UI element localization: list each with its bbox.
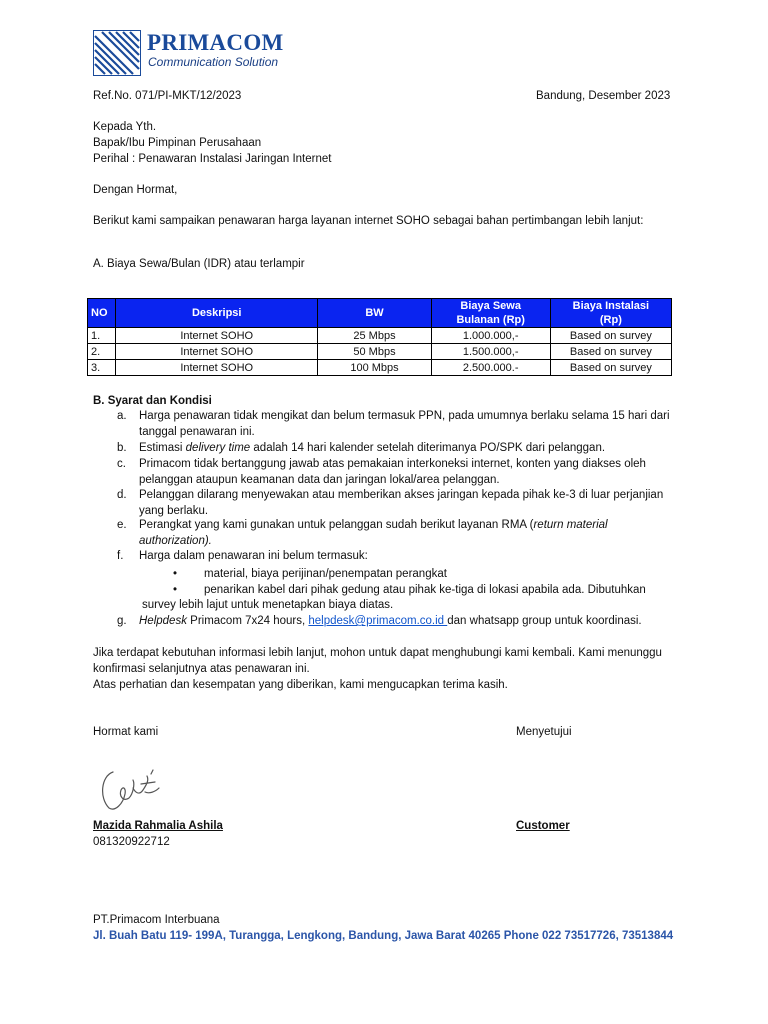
term-g-text [139,613,642,629]
intro-paragraph: Berikut kami sampaikan penawaran harga layanan internet SOHO sebagai bahan pertimbangan lebih lanjut: [93,215,644,227]
cell-monthly: 2.500.000.- [431,360,550,376]
term-g-em: Helpdesk [139,615,187,627]
term-c-label: c. [117,458,126,470]
footer-company: PT.Primacom Interbuana [93,914,220,926]
signature-left-label: Hormat kami [93,726,159,738]
term-f-bullet1: material, biaya perijinan/penempatan perangkat [204,568,447,580]
greeting: Dengan Hormat, [93,184,178,196]
cell-install: Based on survey [550,344,671,360]
table-row [88,328,672,344]
term-f-text: Harga dalam penawaran ini belum termasuk: [139,550,368,562]
signatory-name: Mazida Rahmalia Ashila [93,820,223,832]
footer-address: Jl. Buah Batu 119- 199A, Turangga, Lengkong, Bandung, Jawa Barat 40265 Phone 022 73517726, 73513844 [93,930,674,942]
closing-paragraph-1: Jika terdapat kebutuhan informasi lebih lanjut, mohon untuk dapat menghubungi kami kembali. Kami menunggu konfirmasi selanjutnya atas penawaran ini. [93,647,662,675]
term-e-pre: Perangkat yang kami gunakan untuk pelanggan sudah berikut layanan RMA ( [139,519,534,531]
term-d-label: d. [117,489,127,501]
customer-label: Customer [516,820,570,832]
cell-desc: Internet SOHO [116,344,318,360]
term-f-label: f. [117,550,124,562]
section-a-title: A. Biaya Sewa/Bulan (IDR) atau terlampir [93,258,305,270]
cell-install: Based on survey [550,328,671,344]
cell-desc: Internet SOHO [116,328,318,344]
cell-bw: 50 Mbps [318,344,431,360]
table-row [88,360,672,376]
primacom-logo-icon [93,30,141,76]
brand-name: PRIMACOM [147,30,284,55]
col-header-install-line1: Biaya Instalasi [572,300,650,312]
term-b-post: adalah 14 hari kalender setelah diterimanya PO/SPK dari pelanggan. [250,442,606,454]
cell-desc: Internet SOHO [116,360,318,376]
cell-no: 2. [88,344,116,360]
cell-monthly: 1.000.000,- [431,328,550,344]
price-table [87,298,672,376]
col-header-desc: Deskripsi [116,299,318,328]
reference-number: Ref.No. 071/PI-MKT/12/2023 [93,90,242,102]
term-d-text: Pelanggan dilarang menyewakan atau memberikan akses jaringan kepada pihak ke-3 di luar perjanjian yang berlaku. [139,489,664,517]
closing-paragraph-2: Atas perhatian dan kesempatan yang diberikan, kami mengucapkan terima kasih. [93,679,508,691]
col-header-bw: BW [318,299,431,328]
signatory-phone: 081320922712 [93,836,170,848]
term-e-em: return material authorization). [139,519,608,547]
term-e-label: e. [117,519,127,531]
table-row [88,344,672,360]
letter-date: Bandung, Desember 2023 [536,90,671,102]
term-f-bullet2-cont: survey lebih lajut untuk menetapkan biaya diatas. [142,599,394,611]
subject-line: Perihal : Penawaran Instalasi Jaringan Internet [93,153,332,165]
term-g-label: g. [117,615,127,627]
col-header-install-line2: (Rp) [599,314,622,326]
recipient-line1: Kepada Yth. [93,121,157,133]
term-a-text: Harga penawaran tidak mengikat dan belum termasuk PPN, pada umumnya berlaku selama 15 hari dari tanggal penawaran ini. [139,410,670,438]
helpdesk-email-link[interactable]: helpdesk@primacom.co.id [308,615,448,627]
term-b-label: b. [117,442,127,454]
table-header-row [88,299,672,328]
cell-no: 1. [88,328,116,344]
handwritten-signature-icon [95,758,175,818]
col-header-monthly-line1: Biaya Sewa [460,300,521,312]
signature-right-label: Menyetujui [516,726,572,738]
term-b-text [139,440,605,456]
recipient-line2: Bapak/Ibu Pimpinan Perusahaan [93,137,262,149]
term-b-pre: Estimasi [139,442,186,454]
col-header-monthly-line2: Bulanan (Rp) [456,314,525,326]
cell-install: Based on survey [550,360,671,376]
term-b-em: delivery time [185,442,251,454]
col-header-no: NO [88,299,116,328]
term-a-label: a. [117,410,127,422]
bullet-icon: • [173,584,178,596]
cell-bw: 100 Mbps [318,360,431,376]
term-g-post: dan whatsapp group untuk koordinasi. [447,615,642,627]
section-b-title: B. Syarat dan Kondisi [93,395,212,407]
brand-tagline: Communication Solution [148,55,279,69]
term-f-bullet2: penarikan kabel dari pihak gedung atau pihak ke-tiga di lokasi apabila ada. Dibutuhkan [204,584,646,596]
bullet-icon: • [173,568,178,580]
cell-no: 3. [88,360,116,376]
term-e-text [139,517,659,549]
col-header-install [550,299,671,328]
term-g-pre: Primacom 7x24 hours, [186,615,309,627]
cell-bw: 25 Mbps [318,328,431,344]
term-c-text: Primacom tidak bertanggung jawab atas pemakaian interkoneksi internet, konten yang diakses oleh pelanggan ataupun keamanan data dan jaringan lokal/area pelanggan. [139,458,646,486]
cell-monthly: 1.500.000,- [431,344,550,360]
col-header-monthly [431,299,550,328]
